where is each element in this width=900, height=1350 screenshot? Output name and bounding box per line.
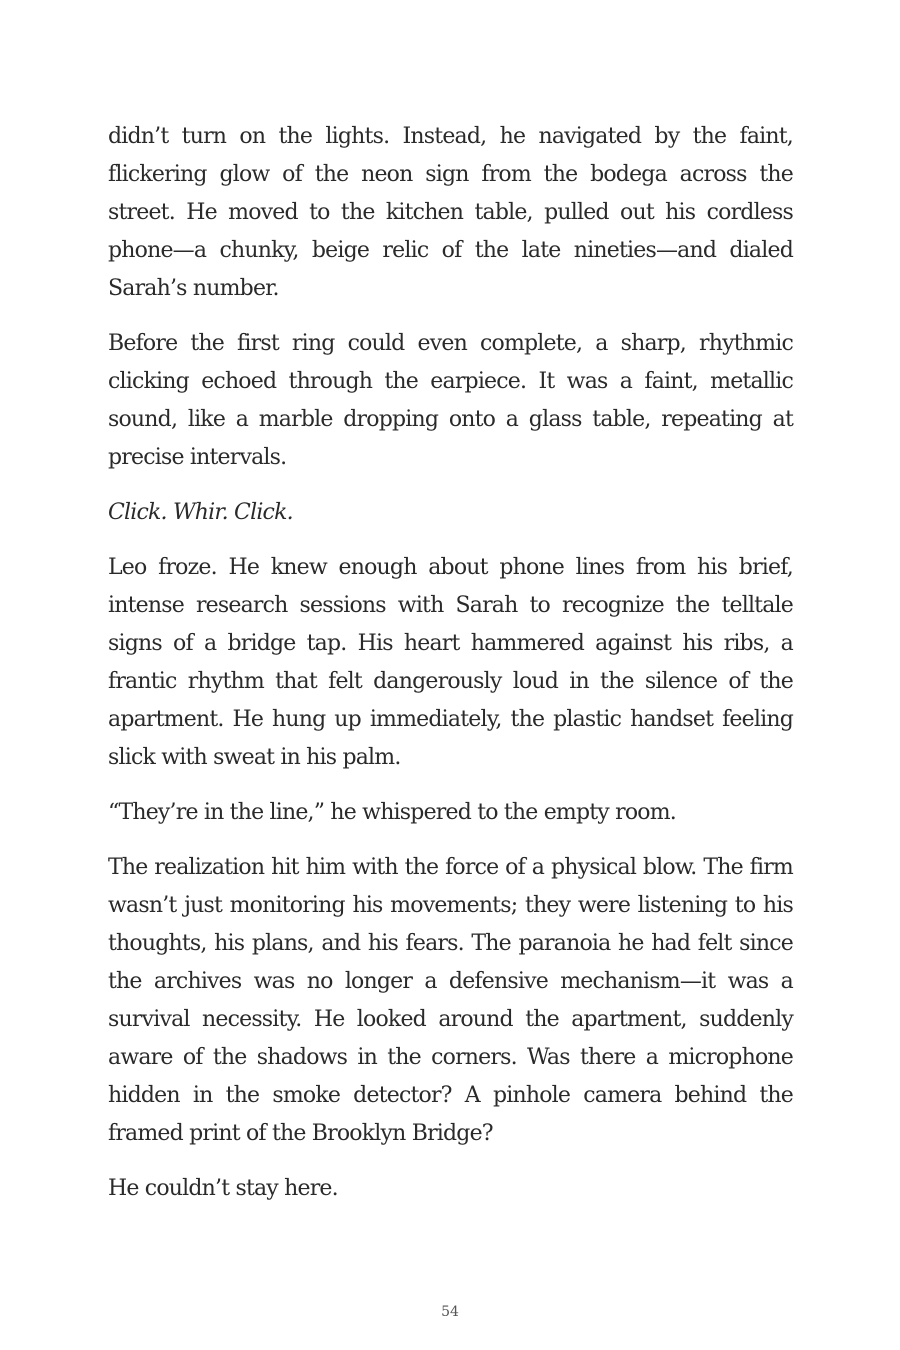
paragraph-7: He couldn’t stay here. [108, 1176, 338, 1201]
paragraph-5-dialogue: “They’re in the line,” he whispered to the empty room. [108, 800, 676, 825]
page-number: 54 [441, 1304, 459, 1320]
paragraph-1: didn’t turn on the lights. Instead, he navigated by the faint, flickering glow of the neon sign from the bodega across the street. He moved to the kitchen table, pulled out his cordless phone—a chunky, beige relic of the late nineties—and dialed Sarah’s number. [108, 124, 793, 301]
paragraph-6: The realization hit him with the force of a physical blow. The firm wasn’t just monitoring his movements; they were listening to his thoughts, his plans, and his fears. The paranoia he had felt since the archives was no longer a defensive mechanism—it was a survival necessity. He looked around the apartment, suddenly aware of the shadows in the corners. Was there a microphone hidden in the smoke detector? A pinhole camera behind the framed print of the Brooklyn Bridge? [108, 855, 793, 1146]
paragraph-3-italic: Click. Whir. Click. [108, 500, 293, 525]
paragraph-4: Leo froze. He knew enough about phone lines from his brief, intense research sessions with Sarah to recognize the telltale signs of a bridge tap. His heart hammered against his ribs, a frantic rhythm that felt dangerously loud in the silence of the apartment. He hung up immediately, the plastic handset feeling slick with sweat in his palm. [108, 555, 793, 770]
paragraph-2: Before the first ring could even complete, a sharp, rhythmic clicking echoed through the earpiece. It was a faint, metallic sound, like a marble dropping onto a glass table, repeating at precise intervals. [108, 331, 793, 470]
body-text [108, 118, 793, 1225]
